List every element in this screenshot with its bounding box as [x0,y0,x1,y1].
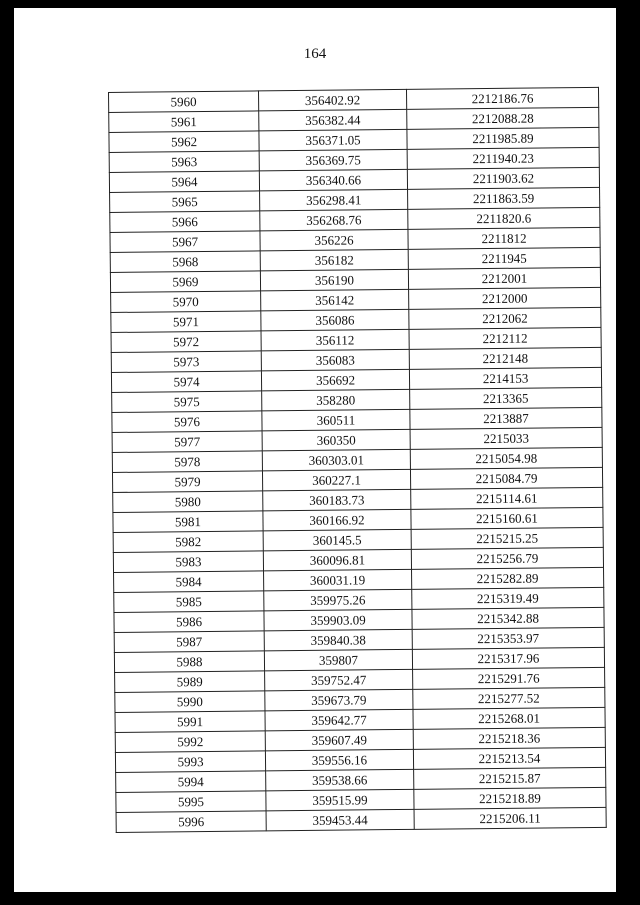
x-coordinate-cell: 359515.99 [266,789,414,811]
point-id-cell: 5981 [113,511,263,533]
y-coordinate-cell: 2211812 [408,227,600,249]
point-id-cell: 5993 [115,751,265,773]
point-id-cell: 5991 [115,711,265,733]
document-page [14,8,616,892]
y-coordinate-cell: 2212112 [409,327,601,349]
x-coordinate-cell: 356268.76 [260,209,408,231]
point-id-cell: 5970 [111,291,261,313]
x-coordinate-cell: 360227.1 [262,469,410,491]
y-coordinate-cell: 2212062 [409,307,601,329]
x-coordinate-cell: 360303.01 [262,449,410,471]
y-coordinate-cell: 2215054.98 [410,447,602,469]
point-id-cell: 5994 [116,771,266,793]
y-coordinate-cell: 2214153 [409,367,601,389]
y-coordinate-cell: 2211820.6 [408,207,600,229]
y-coordinate-cell: 2215282.89 [412,567,604,589]
point-id-cell: 5962 [109,131,259,153]
x-coordinate-cell: 356382.44 [259,109,407,131]
y-coordinate-cell: 2213365 [410,387,602,409]
x-coordinate-cell: 356340.66 [259,169,407,191]
point-id-cell: 5980 [113,491,263,513]
x-coordinate-cell: 358280 [262,389,410,411]
y-coordinate-cell: 2212088.28 [407,107,599,129]
x-coordinate-cell: 356692 [261,369,409,391]
y-coordinate-cell: 2212001 [408,267,600,289]
point-id-cell: 5988 [114,651,264,673]
point-id-cell: 5979 [112,471,262,493]
y-coordinate-cell: 2215114.61 [411,487,603,509]
x-coordinate-cell: 360511 [262,409,410,431]
x-coordinate-cell: 360096.81 [263,549,411,571]
y-coordinate-cell: 2212000 [409,287,601,309]
x-coordinate-cell: 360145.5 [263,529,411,551]
x-coordinate-cell: 360183.73 [263,489,411,511]
y-coordinate-cell: 2215342.88 [412,607,604,629]
x-coordinate-cell: 359607.49 [265,729,413,751]
y-coordinate-cell: 2211985.89 [407,127,599,149]
y-coordinate-cell: 2213887 [410,407,602,429]
y-coordinate-cell: 2211863.59 [408,187,600,209]
point-id-cell: 5961 [109,111,259,133]
point-id-cell: 5982 [113,531,263,553]
point-id-cell: 5986 [114,611,264,633]
x-coordinate-cell: 360350 [262,429,410,451]
x-coordinate-cell: 356402.92 [258,89,406,111]
y-coordinate-cell: 2215215.87 [414,767,606,789]
y-coordinate-cell: 2215160.61 [411,507,603,529]
x-coordinate-cell: 359903.09 [264,609,412,631]
x-coordinate-cell: 360166.92 [263,509,411,531]
point-id-cell: 5966 [110,211,260,233]
y-coordinate-cell: 2215033 [410,427,602,449]
x-coordinate-cell: 356182 [260,249,408,271]
x-coordinate-cell: 359975.26 [264,589,412,611]
point-id-cell: 5969 [110,271,260,293]
x-coordinate-cell: 356112 [261,329,409,351]
point-id-cell: 5967 [110,231,260,253]
x-coordinate-cell: 356371.05 [259,129,407,151]
point-id-cell: 5968 [110,251,260,273]
point-id-cell: 5963 [109,151,259,173]
y-coordinate-cell: 2215277.52 [413,687,605,709]
point-id-cell: 5973 [111,351,261,373]
point-id-cell: 5985 [114,591,264,613]
y-coordinate-cell: 2215353.97 [412,627,604,649]
point-id-cell: 5995 [116,791,266,813]
x-coordinate-cell: 359673.79 [265,689,413,711]
x-coordinate-cell: 356086 [261,309,409,331]
point-id-cell: 5996 [116,811,266,833]
y-coordinate-cell: 2215319.49 [412,587,604,609]
x-coordinate-cell: 360031.19 [264,569,412,591]
y-coordinate-cell: 2215084.79 [410,467,602,489]
y-coordinate-cell: 2215291.76 [413,667,605,689]
y-coordinate-cell: 2215317.96 [412,647,604,669]
y-coordinate-cell: 2211940.23 [407,147,599,169]
x-coordinate-cell: 356083 [261,349,409,371]
y-coordinate-cell: 2215213.54 [413,747,605,769]
y-coordinate-cell: 2215268.01 [413,707,605,729]
point-id-cell: 5974 [111,371,261,393]
x-coordinate-cell: 356190 [260,269,408,291]
x-coordinate-cell: 356142 [261,289,409,311]
y-coordinate-cell: 2215218.89 [414,787,606,809]
x-coordinate-cell: 356226 [260,229,408,251]
y-coordinate-cell: 2211903.62 [407,167,599,189]
point-id-cell: 5964 [109,171,259,193]
table-body [109,87,607,832]
y-coordinate-cell: 2215256.79 [411,547,603,569]
point-id-cell: 5975 [112,391,262,413]
x-coordinate-cell: 359807 [264,649,412,671]
point-id-cell: 5989 [115,671,265,693]
point-id-cell: 5960 [109,91,259,113]
point-id-cell: 5992 [115,731,265,753]
point-id-cell: 5971 [111,311,261,333]
coordinate-table [108,87,607,833]
page-number: 164 [303,46,327,62]
point-id-cell: 5983 [113,551,263,573]
x-coordinate-cell: 359642.77 [265,709,413,731]
x-coordinate-cell: 359453.44 [266,809,414,831]
point-id-cell: 5965 [110,191,260,213]
point-id-cell: 5990 [115,691,265,713]
y-coordinate-cell: 2211945 [408,247,600,269]
x-coordinate-cell: 356369.75 [259,149,407,171]
x-coordinate-cell: 359556.16 [265,749,413,771]
point-id-cell: 5978 [112,451,262,473]
x-coordinate-cell: 359538.66 [266,769,414,791]
point-id-cell: 5984 [114,571,264,593]
x-coordinate-cell: 359752.47 [265,669,413,691]
point-id-cell: 5976 [112,411,262,433]
x-coordinate-cell: 356298.41 [260,189,408,211]
y-coordinate-cell: 2215206.11 [414,807,606,829]
point-id-cell: 5972 [111,331,261,353]
y-coordinate-cell: 2212186.76 [406,87,598,109]
y-coordinate-cell: 2212148 [409,347,601,369]
x-coordinate-cell: 359840.38 [264,629,412,651]
y-coordinate-cell: 2215215.25 [411,527,603,549]
y-coordinate-cell: 2215218.36 [413,727,605,749]
point-id-cell: 5987 [114,631,264,653]
point-id-cell: 5977 [112,431,262,453]
